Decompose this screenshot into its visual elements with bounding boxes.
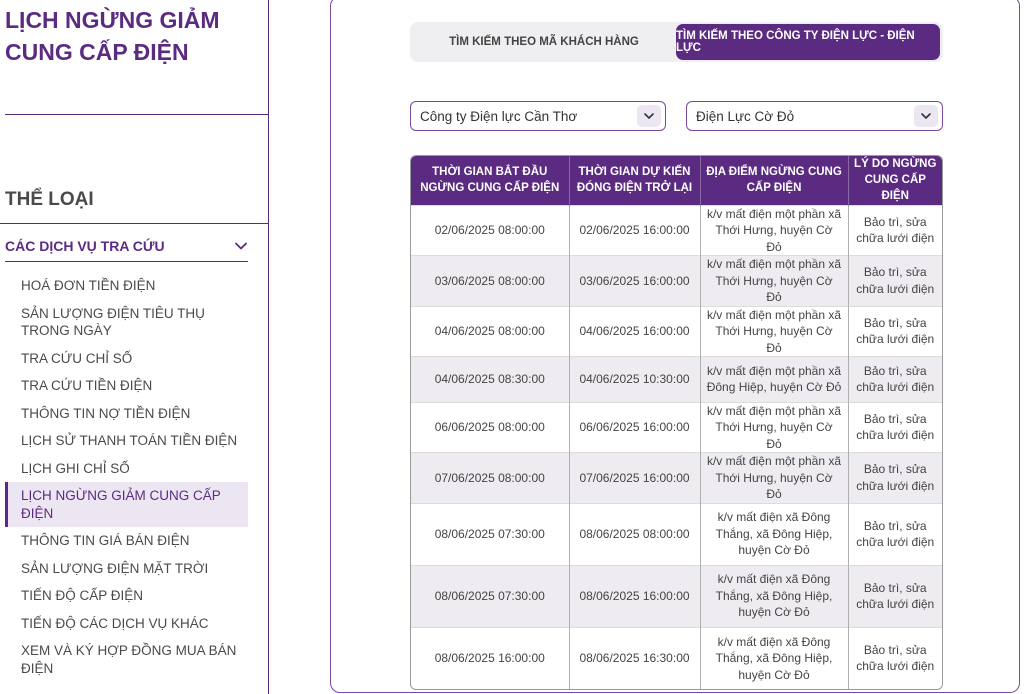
- category-divider: [0, 223, 269, 224]
- branch-select-value: Điện Lực Cờ Đỏ: [696, 108, 795, 124]
- cell-end: 08/06/2025 16:00:00: [569, 565, 700, 627]
- company-select-value: Công ty Điện lực Cần Thơ: [420, 108, 578, 124]
- header-start-time: THỜI GIAN BẮT ĐẦU NGỪNG CUNG CẤP ĐIỆN: [411, 156, 569, 205]
- table-row: [411, 627, 942, 689]
- table-row: [411, 565, 942, 627]
- page-title: LỊCH NGỪNG GIẢM CUNG CẤP ĐIỆN: [5, 7, 220, 65]
- branch-select-caret: [914, 105, 938, 127]
- sidebar-item[interactable]: TRA CỨU CHỈ SỐ: [21, 350, 133, 366]
- cell-end: 07/06/2025 16:00:00: [569, 453, 700, 504]
- company-select[interactable]: [410, 101, 666, 131]
- sidebar-item[interactable]: TRA CỨU TIỀN ĐIỆN: [21, 378, 153, 393]
- sidebar: [0, 0, 269, 694]
- cell-start: 06/06/2025 08:00:00: [411, 402, 569, 453]
- cell-start: 08/06/2025 07:30:00: [411, 565, 569, 627]
- cell-start: 07/06/2025 08:00:00: [411, 453, 569, 504]
- table-row: [411, 256, 942, 307]
- cell-start: 08/06/2025 07:30:00: [411, 503, 569, 565]
- sidebar-item[interactable]: THÔNG TIN GIÁ BÁN ĐIỆN: [21, 533, 190, 548]
- sidebar-item[interactable]: LỊCH GHI CHỈ SỐ: [21, 460, 130, 476]
- sidebar-item[interactable]: TIẾN ĐỘ CÁC DỊCH VỤ KHÁC: [21, 615, 209, 631]
- title-divider: [5, 114, 269, 115]
- tab-search-by-power-company[interactable]: TÌM KIẾM THEO CÔNG TY ĐIỆN LỰC - ĐIỆN LỰC: [676, 24, 940, 60]
- sidebar-item[interactable]: HOÁ ĐƠN TIỀN ĐIỆN: [21, 278, 156, 293]
- chevron-down-icon: [642, 109, 656, 123]
- cell-start: 03/06/2025 08:00:00: [411, 256, 569, 307]
- services-group-toggle[interactable]: [5, 231, 248, 262]
- cell-end: 08/06/2025 08:00:00: [569, 503, 700, 565]
- cell-location: k/v mất điện một phần xã Thới Hưng, huyện Cờ Đỏ: [700, 402, 848, 453]
- cell-location: k/v mất điện một phần xã Thới Hưng, huyện Cờ Đỏ: [700, 453, 848, 504]
- cell-reason: Bảo trì, sửa chữa lưới điện: [848, 565, 942, 627]
- cell-location: k/v mất điện xã Đông Thắng, xã Đông Hiệp, huyện Cờ Đỏ: [700, 565, 848, 627]
- sidebar-item[interactable]: THÔNG TIN NỢ TIỀN ĐIỆN: [21, 405, 191, 421]
- sidebar-item[interactable]: LỊCH NGỪNG GIẢM CUNG CẤP ĐIỆN: [5, 482, 248, 527]
- cell-start: 04/06/2025 08:00:00: [411, 306, 569, 357]
- cell-reason: Bảo trì, sửa chữa lưới điện: [848, 453, 942, 504]
- cell-end: 04/06/2025 10:30:00: [569, 357, 700, 403]
- cell-reason: Bảo trì, sửa chữa lưới điện: [848, 402, 942, 453]
- sidebar-item[interactable]: SẢN LƯỢNG ĐIỆN TIÊU THỤ TRONG NGÀY: [21, 305, 205, 338]
- category-heading: THỂ LOẠI: [5, 189, 94, 210]
- cell-reason: Bảo trì, sửa chữa lưới điện: [848, 627, 942, 689]
- sidebar-item[interactable]: SẢN LƯỢNG ĐIỆN MẶT TRỜI: [21, 560, 209, 576]
- cell-location: k/v mất điện một phần xã Đông Hiệp, huyện Cờ Đỏ: [700, 357, 848, 403]
- table-row: [411, 453, 942, 504]
- table-row: [411, 503, 942, 565]
- cell-location: k/v mất điện một phần xã Thới Hưng, huyện Cờ Đỏ: [700, 205, 848, 256]
- cell-end: 08/06/2025 16:30:00: [569, 627, 700, 689]
- table-row: [411, 357, 942, 403]
- table-row: [411, 205, 942, 256]
- sidebar-item[interactable]: TIẾN ĐỘ CẤP ĐIỆN: [21, 588, 144, 603]
- chevron-down-icon: [234, 239, 248, 253]
- cell-start: 04/06/2025 08:30:00: [411, 357, 569, 403]
- header-reason: LÝ DO NGỪNG CUNG CẤP ĐIỆN: [848, 156, 942, 205]
- cell-location: k/v mất điện xã Đông Thắng, xã Đông Hiệp, huyện Cờ Đỏ: [700, 503, 848, 565]
- cell-reason: Bảo trì, sửa chữa lưới điện: [848, 306, 942, 357]
- cell-end: 03/06/2025 16:00:00: [569, 256, 700, 307]
- sidebar-item[interactable]: LỊCH SỬ THANH TOÁN TIỀN ĐIỆN: [21, 433, 238, 448]
- tab-search-by-customer-code[interactable]: TÌM KIẾM THEO MÃ KHÁCH HÀNG: [449, 36, 639, 48]
- cell-reason: Bảo trì, sửa chữa lưới điện: [848, 503, 942, 565]
- cell-location: k/v mất điện một phần xã Thới Hưng, huyện Cờ Đỏ: [700, 256, 848, 307]
- branch-select[interactable]: [686, 101, 943, 131]
- cell-end: 02/06/2025 16:00:00: [569, 205, 700, 256]
- sidebar-item[interactable]: XEM VÀ KÝ HỢP ĐỒNG MUA BÁN ĐIỆN: [21, 643, 237, 676]
- services-menu: [5, 272, 248, 682]
- cell-end: 04/06/2025 16:00:00: [569, 306, 700, 357]
- cell-location: k/v mất điện xã Đông Thắng, xã Đông Hiệp, huyện Cờ Đỏ: [700, 627, 848, 689]
- table-body: [411, 205, 942, 689]
- cell-start: 02/06/2025 08:00:00: [411, 205, 569, 256]
- cell-end: 06/06/2025 16:00:00: [569, 402, 700, 453]
- cell-start: 08/06/2025 16:00:00: [411, 627, 569, 689]
- chevron-down-icon: [919, 109, 933, 123]
- outage-schedule-table: [410, 155, 943, 690]
- header-location: ĐỊA ĐIỂM NGỪNG CUNG CẤP ĐIỆN: [700, 156, 848, 205]
- cell-reason: Bảo trì, sửa chữa lưới điện: [848, 256, 942, 307]
- services-group-label: CÁC DỊCH VỤ TRA CỨU: [5, 238, 165, 254]
- search-mode-tabs: [410, 22, 943, 62]
- cell-reason: Bảo trì, sửa chữa lưới điện: [848, 205, 942, 256]
- header-end-time: THỜI GIAN DỰ KIẾN ĐÓNG ĐIỆN TRỞ LẠI: [569, 156, 700, 205]
- company-select-caret: [637, 105, 661, 127]
- cell-location: k/v mất điện một phần xã Thới Hưng, huyện Cờ Đỏ: [700, 306, 848, 357]
- table-row: [411, 306, 942, 357]
- table-row: [411, 402, 942, 453]
- cell-reason: Bảo trì, sửa chữa lưới điện: [848, 357, 942, 403]
- table-header-row: [411, 156, 942, 205]
